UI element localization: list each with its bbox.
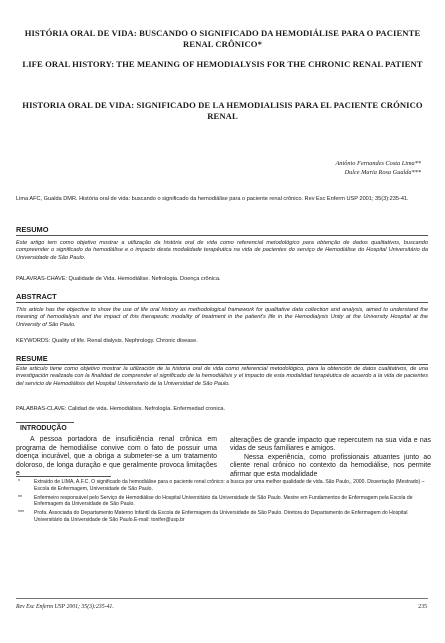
title-spanish: HISTORIA ORAL DE VIDA: SIGNIFICADO DE LA HEMODIALISIS PARA EL PACIENTE CRÓNICO RENAL bbox=[22, 100, 423, 121]
section-divider bbox=[16, 364, 428, 365]
footnote-text: Enfermeiro responsável pelo Serviço de Hemodiálise do Hospital Universitário da Universidade de São Paulo. Mestre em Fundamentos de Enfermagem pela Escola de Enfermagem da Universidade de São Paulo. bbox=[34, 494, 413, 508]
footnotes bbox=[16, 479, 428, 526]
title-english: LIFE ORAL HISTORY: THE MEANING OF HEMODIALYSIS FOR THE CHRONIC RENAL PATIENT bbox=[22, 59, 423, 69]
intro-rule bbox=[16, 422, 74, 423]
title-portuguese: HISTÓRIA ORAL DE VIDA: BUSCANDO O SIGNIFICADO DA HEMODIÁLISE PARA O PACIENTE RENAL CRÔNICO* bbox=[24, 28, 421, 49]
footnote-text: Profa. Associada do Departamento Materno Infantil da Escola de Enfermagem da Universidade de São Paulo. Diretora do Departamento de Enfermagem do Hospital Universitário da Universidade de São Paulo.E-mail: tonifer@usp.br bbox=[34, 510, 408, 523]
footnote-mark: * bbox=[18, 479, 20, 485]
section-divider bbox=[16, 235, 428, 236]
body-column-left bbox=[16, 425, 217, 478]
abstract-heading: ABSTRACT bbox=[16, 292, 57, 301]
footnote bbox=[16, 495, 428, 508]
journal-reference: Rev Esc Enferm USP 2001; 35(3):235-41. bbox=[16, 604, 114, 610]
body-column-right bbox=[230, 437, 431, 479]
author-name: Antônio Fernandes Costa Lima** bbox=[335, 160, 421, 167]
resume-heading: RESUME bbox=[16, 354, 48, 363]
footer-divider bbox=[16, 598, 428, 599]
author-name: Dulce Maria Rosa Gualda*** bbox=[344, 169, 421, 176]
footnote bbox=[16, 510, 428, 523]
resume-keywords: PALABRAS-CLAVE: Calidad de vida. Hemodiálisis. Nefrología. Enfermedad cronica. bbox=[16, 406, 226, 412]
footnote-mark: ** bbox=[18, 494, 22, 501]
page-number: 235 bbox=[418, 604, 427, 610]
body-paragraph: Nessa experiência, como profissionais atuantes junto ao cliente renal crônico no contexto da hemodiálise, nos permite afirmar que esta modalidade bbox=[230, 453, 431, 478]
body-paragraph: alterações de grande impacto que repercutem na sua vida e nas vidas de seus familiares e amigos. bbox=[230, 437, 431, 453]
section-divider bbox=[16, 302, 428, 303]
abstract-text: This article has the objective to show the use of life oral history as methodological framework for qualitative data collection and analysis, aimed to understand the meaning of hemodialysis and the impact of this therapeutic modality of treatment in the patient's life in the Hemodialysis Unity at the University Hospital at the University of São Paulo. bbox=[16, 307, 428, 328]
abstract-keywords: KEYWORDS: Quality of life. Renal dialysis. Nephrology. Chronic disease. bbox=[16, 338, 198, 344]
resumo-text: Este artigo tem como objetivo mostrar a utilização da história oral de vida como referencial metodológico para obtenção de dados qualitativos, buscando compreender o significado da hemodiálise e o impacto desta modalidade terapêutica na vida de pacientes do serviço de Hemodiálise do Hospital Universitário da Universidade de São Paulo. bbox=[16, 240, 428, 261]
footnote-mark: *** bbox=[18, 510, 24, 517]
body-paragraph: A pessoa portadora de insuficiência renal crônica em programa de hemodiálise convive com o fato de possuir uma doença incurável, que a obriga a submeter-se a um tratamento doloroso, de longa duração e que geralmente provoca limitações e bbox=[16, 436, 217, 478]
resumo-heading: RESUMO bbox=[16, 225, 49, 234]
footnote-text: Extraído de LIMA, A.F.C. O significado da hemodiálise para o paciente renal crônico: a busca por uma melhor qualidade de vida. São Paulo,, 2000. Dissertação (Mestrado) – Escola de Enfermagem, Universidade de São Paulo. bbox=[34, 479, 425, 492]
resumo-keywords: PALAVRAS-CHAVE: Qualidade de Vida. Hemodiálise. Nefrologia. Doença crônica. bbox=[16, 276, 221, 282]
footnote-divider bbox=[16, 476, 111, 477]
introduction-heading: INTRODUÇÃO bbox=[20, 425, 67, 432]
author-list bbox=[335, 159, 421, 177]
resume-text: Este articulo tiene como objetivo mostrar la utilización de la historia oral de vida como referencial metodológico, para la obtención de datos cualitativos, de una investigación realizada con la finalidad de comprender el significado de la hemodiálisis y el impacto de esta modalidad terapéutica de acuerdo a la vida de pacientes del servicio de Hemodiálisis del Hospital Universitario de la Universidad de São Paulo. bbox=[16, 366, 428, 387]
citation-text: Lima AFC, Gualda DMR. História oral de vida: buscando o significado da hemodiálise para o paciente renal crônico. Rev Esc Enferm USP 2001; 35(3):235-41. bbox=[16, 196, 409, 202]
footnote bbox=[16, 479, 428, 492]
